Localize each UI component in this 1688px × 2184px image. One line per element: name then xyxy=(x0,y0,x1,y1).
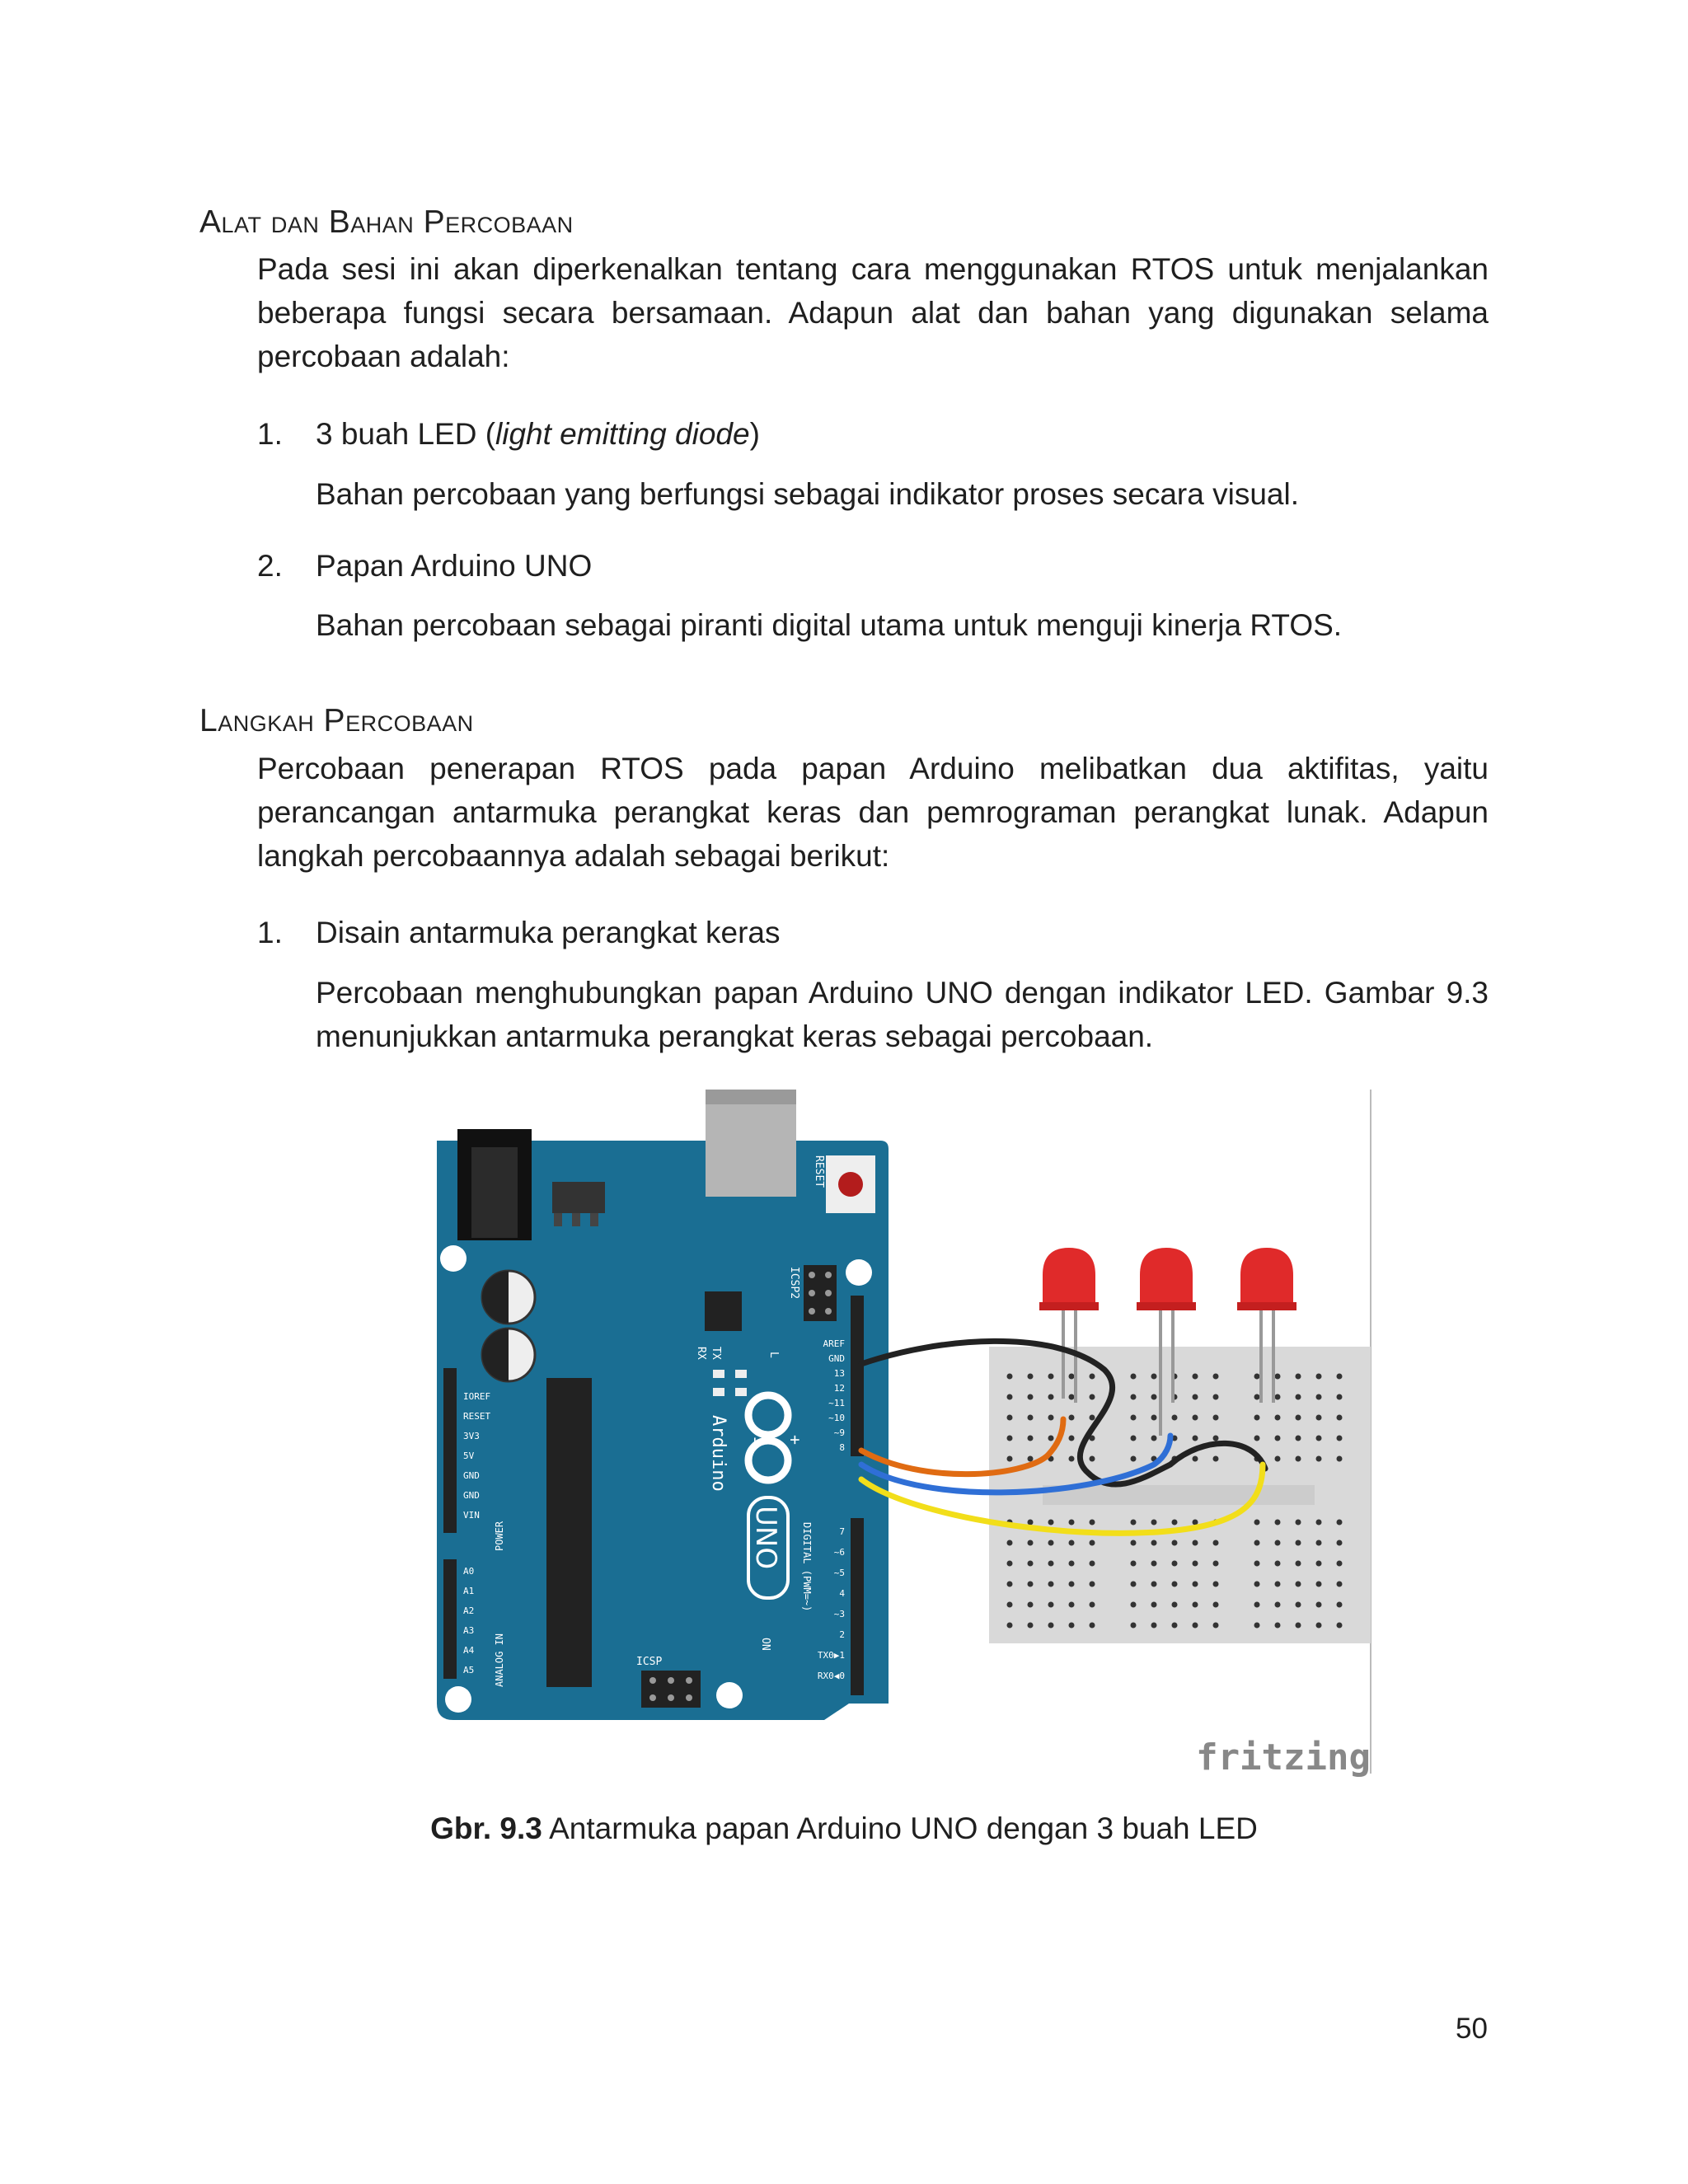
breadboard-hole xyxy=(1172,1561,1178,1567)
breadboard-hole xyxy=(1028,1374,1034,1380)
breadboard-hole xyxy=(1007,1415,1013,1421)
section-title-langkah xyxy=(199,703,474,739)
breadboard-hole xyxy=(1131,1520,1137,1526)
breadboard-hole xyxy=(1069,1561,1075,1567)
list-desc-arduino: Bahan percobaan sebagai piranti digital utama untuk menguji kinerja RTOS. xyxy=(316,608,1343,642)
pin-label: RX0◀0 xyxy=(817,1671,845,1681)
breadboard-hole xyxy=(1007,1602,1013,1608)
breadboard-hole xyxy=(1131,1436,1137,1441)
breadboard-hole xyxy=(1193,1394,1198,1400)
breadboard-hole xyxy=(1028,1540,1034,1546)
pin-label: A2 xyxy=(463,1605,475,1616)
breadboard-hole xyxy=(1048,1582,1054,1587)
breadboard-hole xyxy=(1090,1540,1095,1546)
breadboard-hole xyxy=(1254,1520,1260,1526)
breadboard-hole xyxy=(1131,1374,1137,1380)
breadboard-hole xyxy=(1069,1623,1075,1629)
breadboard-hole xyxy=(1151,1520,1157,1526)
breadboard-hole xyxy=(1131,1602,1137,1608)
usb-port xyxy=(706,1090,796,1197)
breadboard-hole xyxy=(1151,1415,1157,1421)
breadboard-hole xyxy=(1275,1436,1281,1441)
breadboard-hole xyxy=(1151,1540,1157,1546)
breadboard-hole xyxy=(1213,1540,1219,1546)
breadboard-hole xyxy=(1337,1623,1343,1629)
arduino-board xyxy=(437,1090,889,1720)
breadboard-hole xyxy=(1069,1520,1075,1526)
breadboard-hole xyxy=(1275,1623,1281,1629)
breadboard-hole xyxy=(1007,1394,1013,1400)
pin-label: GND xyxy=(828,1353,845,1364)
breadboard-hole xyxy=(1131,1394,1137,1400)
breadboard-hole xyxy=(1275,1561,1281,1567)
list-label xyxy=(316,412,760,456)
breadboard-hole xyxy=(1131,1582,1137,1587)
reset-label: RESET xyxy=(813,1155,825,1188)
breadboard-hole xyxy=(1316,1520,1322,1526)
breadboard-hole xyxy=(1337,1374,1343,1380)
tx-label: TX xyxy=(710,1347,722,1360)
pin-label: 3V3 xyxy=(463,1431,480,1441)
model-label: UNO xyxy=(749,1506,782,1570)
breadboard-hole xyxy=(1296,1602,1301,1608)
breadboard-hole xyxy=(1028,1456,1034,1462)
breadboard-hole xyxy=(1275,1520,1281,1526)
pin-label: GND xyxy=(463,1490,480,1501)
breadboard-hole xyxy=(1007,1540,1013,1546)
pin-label: ~10 xyxy=(828,1413,845,1423)
atmega-chip xyxy=(546,1378,592,1687)
breadboard-hole xyxy=(1069,1582,1075,1587)
breadboard-hole xyxy=(1090,1520,1095,1526)
breadboard-hole xyxy=(1337,1394,1343,1400)
breadboard-hole xyxy=(1193,1520,1198,1526)
svg-text:-: - xyxy=(746,1434,766,1446)
breadboard-hole xyxy=(1090,1623,1095,1629)
breadboard xyxy=(989,1347,1371,1643)
breadboard-hole xyxy=(1048,1540,1054,1546)
list-number: 1. xyxy=(257,417,283,451)
breadboard-hole xyxy=(1193,1561,1198,1567)
breadboard-hole xyxy=(1069,1394,1075,1400)
breadboard-hole xyxy=(1193,1415,1198,1421)
breadboard-hole xyxy=(1028,1394,1034,1400)
breadboard-hole xyxy=(1275,1602,1281,1608)
breadboard-hole xyxy=(1090,1456,1095,1462)
pin-label: ~6 xyxy=(833,1547,845,1558)
breadboard-hole xyxy=(1028,1602,1034,1608)
breadboard-hole xyxy=(1275,1374,1281,1380)
breadboard-hole xyxy=(1296,1415,1301,1421)
section-title-text: Alat dan Bahan Percobaan xyxy=(199,204,574,240)
pin-label: 5V xyxy=(463,1451,475,1461)
breadboard-hole xyxy=(1316,1623,1322,1629)
arduino-led-figure xyxy=(429,1090,1376,1786)
caption-text: Antarmuka papan Arduino UNO dengan 3 buah LED xyxy=(542,1811,1258,1845)
breadboard-hole xyxy=(1213,1374,1219,1380)
breadboard-hole xyxy=(1048,1415,1054,1421)
label-text: 3 buah LED ( xyxy=(316,417,496,451)
section-title-text: Langkah Percobaan xyxy=(199,703,474,738)
digital-label: DIGITAL (PWM=~) xyxy=(801,1522,813,1612)
breadboard-hole xyxy=(1254,1436,1260,1441)
list-label: Papan Arduino UNO xyxy=(316,549,593,583)
pin-label: A3 xyxy=(463,1625,475,1636)
breadboard-hole xyxy=(1172,1540,1178,1546)
pin-label: 13 xyxy=(833,1368,845,1379)
breadboard-hole xyxy=(1254,1374,1260,1380)
label-end: ) xyxy=(749,417,760,451)
pin-label: A0 xyxy=(463,1566,475,1577)
breadboard-hole xyxy=(1131,1561,1137,1567)
breadboard-hole xyxy=(1090,1415,1095,1421)
breadboard-hole xyxy=(1296,1623,1301,1629)
pin-label: ~5 xyxy=(833,1568,845,1578)
pin-label: 8 xyxy=(839,1442,845,1453)
list-desc-disain: Percobaan menghubungkan papan Arduino UNO dengan indikator LED. Gambar 9.3 menunjukkan antarmuka perangkat keras sebagai percobaan. xyxy=(316,976,1489,1053)
circuit-diagram xyxy=(429,1090,1376,1786)
breadboard-hole xyxy=(1048,1520,1054,1526)
breadboard-hole xyxy=(1193,1623,1198,1629)
breadboard-hole xyxy=(1337,1540,1343,1546)
breadboard-hole xyxy=(1172,1602,1178,1608)
breadboard-hole xyxy=(1275,1582,1281,1587)
breadboard-hole xyxy=(1316,1374,1322,1380)
breadboard-hole xyxy=(1007,1582,1013,1587)
breadboard-hole xyxy=(1337,1582,1343,1587)
breadboard-hole xyxy=(1151,1582,1157,1587)
power-label: POWER xyxy=(494,1521,505,1551)
svg-text:+: + xyxy=(785,1434,805,1446)
breadboard-hole xyxy=(1048,1436,1054,1441)
breadboard-hole xyxy=(1090,1561,1095,1567)
analog-label: ANALOG IN xyxy=(494,1633,505,1687)
breadboard-hole xyxy=(1151,1374,1157,1380)
pin-label: A4 xyxy=(463,1645,475,1656)
pin-label: 7 xyxy=(839,1526,845,1537)
breadboard-hole xyxy=(1337,1561,1343,1567)
breadboard-hole xyxy=(1193,1582,1198,1587)
breadboard-hole xyxy=(1275,1394,1281,1400)
breadboard-hole xyxy=(1213,1456,1219,1462)
breadboard-hole xyxy=(1048,1561,1054,1567)
breadboard-hole xyxy=(1151,1394,1157,1400)
breadboard-hole xyxy=(1213,1582,1219,1587)
section1-intro: Pada sesi ini akan diperkenalkan tentang cara menggunakan RTOS untuk menjalankan beberapa fungsi secara bersamaan. Adapun alat dan bahan yang digunakan selama percobaan adalah: xyxy=(257,252,1489,373)
pin-label: RESET xyxy=(463,1411,491,1422)
breadboard-hole xyxy=(1007,1623,1013,1629)
breadboard-hole xyxy=(1151,1602,1157,1608)
breadboard-hole xyxy=(1131,1415,1137,1421)
breadboard-hole xyxy=(1028,1436,1034,1441)
breadboard-hole xyxy=(1296,1540,1301,1546)
breadboard-hole xyxy=(1048,1623,1054,1629)
breadboard-hole xyxy=(1193,1456,1198,1462)
breadboard-hole xyxy=(1316,1456,1322,1462)
list-label: Disain antarmuka perangkat keras xyxy=(316,916,781,949)
rx-label: RX xyxy=(695,1347,707,1360)
breadboard-hole xyxy=(1193,1540,1198,1546)
breadboard-hole xyxy=(1028,1582,1034,1587)
pin-label: TX0▶1 xyxy=(817,1650,845,1661)
breadboard-hole xyxy=(1131,1456,1137,1462)
breadboard-hole xyxy=(1069,1436,1075,1441)
breadboard-hole xyxy=(1254,1582,1260,1587)
on-label: ON xyxy=(759,1638,771,1651)
breadboard-hole xyxy=(1090,1394,1095,1400)
pin-label: A1 xyxy=(463,1586,475,1596)
pin-label: GND xyxy=(463,1470,480,1481)
breadboard-hole xyxy=(1172,1623,1178,1629)
brand-label: Arduino xyxy=(708,1415,729,1492)
l-label: L xyxy=(767,1352,780,1358)
breadboard-hole xyxy=(1213,1415,1219,1421)
breadboard-hole xyxy=(1048,1374,1054,1380)
page-number: 50 xyxy=(1456,2013,1488,2045)
breadboard-hole xyxy=(1316,1394,1322,1400)
breadboard-hole xyxy=(1028,1520,1034,1526)
breadboard-hole xyxy=(1069,1602,1075,1608)
breadboard-hole xyxy=(1131,1623,1137,1629)
breadboard-hole xyxy=(1213,1394,1219,1400)
breadboard-hole xyxy=(1069,1415,1075,1421)
breadboard-hole xyxy=(1337,1415,1343,1421)
breadboard-hole xyxy=(1275,1415,1281,1421)
breadboard-hole xyxy=(1296,1374,1301,1380)
section2-intro: Percobaan penerapan RTOS pada papan Arduino melibatkan dua aktifitas, yaitu perancangan antarmuka perangkat keras dan pemrograman perangkat lunak. Adapun langkah percobaannya adalah sebagai berikut: xyxy=(257,752,1489,873)
pin-label: 2 xyxy=(839,1629,845,1640)
breadboard-hole xyxy=(1028,1623,1034,1629)
pin-label: ~11 xyxy=(828,1398,845,1408)
pin-label: VIN xyxy=(463,1510,480,1521)
breadboard-hole xyxy=(1337,1602,1343,1608)
breadboard-hole xyxy=(1172,1520,1178,1526)
caption-label: Gbr. 9.3 xyxy=(430,1811,542,1845)
breadboard-hole xyxy=(1172,1582,1178,1587)
breadboard-hole xyxy=(1254,1540,1260,1546)
breadboard-hole xyxy=(1296,1561,1301,1567)
breadboard-hole xyxy=(1316,1540,1322,1546)
breadboard-hole xyxy=(1048,1602,1054,1608)
breadboard-hole xyxy=(1090,1374,1095,1380)
pin-label: ~3 xyxy=(833,1609,845,1619)
breadboard-hole xyxy=(1316,1602,1322,1608)
breadboard-hole xyxy=(1213,1436,1219,1441)
breadboard-hole xyxy=(1069,1540,1075,1546)
figure-caption xyxy=(0,1811,1688,1846)
pin-label: AREF xyxy=(823,1338,845,1349)
breadboard-hole xyxy=(1131,1540,1137,1546)
breadboard-hole xyxy=(1254,1415,1260,1421)
pin-label: A5 xyxy=(463,1665,475,1675)
breadboard-hole xyxy=(1028,1415,1034,1421)
breadboard-hole xyxy=(1296,1456,1301,1462)
label-italic: light emitting diode xyxy=(495,417,750,451)
icsp-label: ICSP xyxy=(636,1656,663,1668)
breadboard-hole xyxy=(1151,1623,1157,1629)
breadboard-hole xyxy=(1007,1456,1013,1462)
breadboard-hole xyxy=(1296,1520,1301,1526)
breadboard-hole xyxy=(1172,1415,1178,1421)
list-number: 2. xyxy=(257,549,283,583)
section-title-alat-bahan xyxy=(199,204,574,241)
breadboard-hole xyxy=(1007,1436,1013,1441)
icsp2-label: ICSP2 xyxy=(788,1267,800,1300)
breadboard-hole xyxy=(1337,1520,1343,1526)
breadboard-hole xyxy=(1254,1602,1260,1608)
breadboard-hole xyxy=(1193,1602,1198,1608)
pin-label: ~9 xyxy=(833,1427,845,1438)
breadboard-hole xyxy=(1090,1602,1095,1608)
breadboard-hole xyxy=(1028,1561,1034,1567)
breadboard-hole xyxy=(1296,1394,1301,1400)
breadboard-hole xyxy=(1193,1436,1198,1441)
breadboard-hole xyxy=(1069,1456,1075,1462)
breadboard-hole xyxy=(1213,1623,1219,1629)
breadboard-hole xyxy=(1048,1394,1054,1400)
breadboard-hole xyxy=(1213,1561,1219,1567)
pin-label: 4 xyxy=(839,1588,845,1599)
breadboard-hole xyxy=(1296,1436,1301,1441)
breadboard-hole xyxy=(1275,1456,1281,1462)
breadboard-hole xyxy=(1337,1456,1343,1462)
breadboard-hole xyxy=(1069,1374,1075,1380)
breadboard-hole xyxy=(1007,1374,1013,1380)
breadboard-hole xyxy=(1254,1623,1260,1629)
breadboard-hole xyxy=(1151,1561,1157,1567)
breadboard-hole xyxy=(1090,1582,1095,1587)
breadboard-hole xyxy=(1254,1561,1260,1567)
breadboard-hole xyxy=(1254,1394,1260,1400)
pin-label: IOREF xyxy=(463,1391,491,1402)
breadboard-hole xyxy=(1007,1561,1013,1567)
breadboard-hole xyxy=(1296,1582,1301,1587)
breadboard-hole xyxy=(1275,1540,1281,1546)
breadboard-hole xyxy=(1193,1374,1198,1380)
breadboard-hole xyxy=(1316,1436,1322,1441)
breadboard-hole xyxy=(1151,1436,1157,1441)
breadboard-hole xyxy=(1316,1561,1322,1567)
fritzing-watermark: fritzing xyxy=(1196,1736,1371,1779)
breadboard-hole xyxy=(1213,1602,1219,1608)
list-desc-led: Bahan percobaan yang berfungsi sebagai indikator proses secara visual. xyxy=(316,477,1299,511)
breadboard-hole xyxy=(1316,1415,1322,1421)
icsp-header xyxy=(641,1671,701,1708)
breadboard-hole xyxy=(1316,1582,1322,1587)
breadboard-hole xyxy=(1337,1436,1343,1441)
list-number: 1. xyxy=(257,916,283,949)
pin-label: 12 xyxy=(833,1383,845,1394)
